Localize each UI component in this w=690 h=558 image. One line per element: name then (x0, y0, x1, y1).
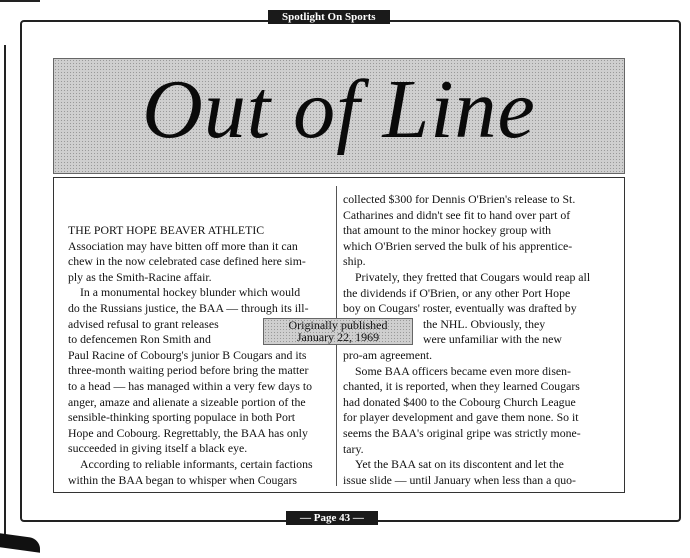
text-line: that amount to the minor hockey group with (343, 223, 552, 238)
article-body (53, 177, 625, 493)
text-line: sensible-thinking sporting populace in both Port (68, 410, 296, 425)
text-line: In a monumental hockey blunder which would (80, 285, 301, 300)
text-line: which O'Brien served the bulk of his apprentice- (343, 238, 573, 253)
text-line: Catharines and didn't see fit to hand over part of (343, 207, 571, 222)
text-line: advised refusal to grant releases (68, 316, 219, 331)
text-line: three-month waiting period before bring the matter (68, 363, 309, 378)
scan-edge-line (4, 45, 6, 535)
left-column (68, 223, 313, 488)
text-line: collected $300 for Dennis O'Brien's release to St. (343, 192, 576, 206)
text-line: According to reliable informants, certain factions (80, 456, 313, 471)
text-line: Some BAA officers became even more disen- (355, 363, 571, 378)
text-line: the NHL. Obviously, they (423, 316, 546, 331)
callout-line: Originally published (288, 318, 388, 332)
section-label: Spotlight On Sports (268, 10, 390, 24)
text-line: ship. (343, 254, 366, 269)
text-line: for player development and gave them none. So it (343, 410, 579, 425)
text-line: anger, amaze and alienate a sizeable portion of the (68, 394, 306, 409)
text-line: ply as the Smith-Racine affair. (68, 269, 212, 284)
scan-smudge (0, 533, 40, 553)
text-line: to defencemen Ron Smith and (68, 332, 211, 347)
text-line: tary. (343, 441, 364, 456)
text-line: chew in the now celebrated case defined here sim- (68, 254, 306, 269)
text-line: Association may have bitten off more than it can (68, 238, 298, 253)
text-line: succeeded in giving itself a black eye. (68, 441, 248, 456)
text-line: the dividends if O'Brien, or any other Port Hope (343, 285, 571, 300)
text-line: had donated $400 to the Cobourg Church League (343, 394, 576, 409)
text-line: to a head — has managed within a very few days to (68, 378, 313, 393)
scan-edge-line (0, 0, 40, 2)
text-line: within the BAA began to whisper when Cougars (68, 472, 298, 487)
publication-date-callout (263, 318, 413, 345)
article-title: Out of Line (142, 63, 536, 156)
text-line: issue slide — until January when less than a quo- (343, 472, 576, 487)
text-line: pro-am agreement. (343, 347, 433, 362)
text-line: were unfamiliar with the new (423, 332, 562, 347)
callout-date: January 22, 1969 (296, 329, 380, 344)
text-line: Paul Racine of Cobourg's junior B Cougars and its (68, 347, 307, 362)
text-line: chanted, it is reported, when they learned Cougars (343, 379, 580, 394)
text-line: Hope and Cobourg. Regrettably, the BAA has only (68, 425, 308, 440)
text-line: Yet the BAA sat on its discontent and let the (355, 457, 564, 472)
page-number: — Page 43 — (286, 511, 378, 525)
text-line: boy on Cougars' roster, eventually was drafted by (343, 301, 577, 316)
title-banner (53, 58, 625, 174)
text-line: seems the BAA's original gripe was strictly mone- (343, 425, 581, 440)
text-line: do the Russians justice, the BAA — through its ill- (68, 300, 309, 315)
text-line: THE PORT HOPE BEAVER ATHLETIC (68, 223, 265, 237)
text-line: Privately, they fretted that Cougars would reap all (355, 269, 591, 284)
